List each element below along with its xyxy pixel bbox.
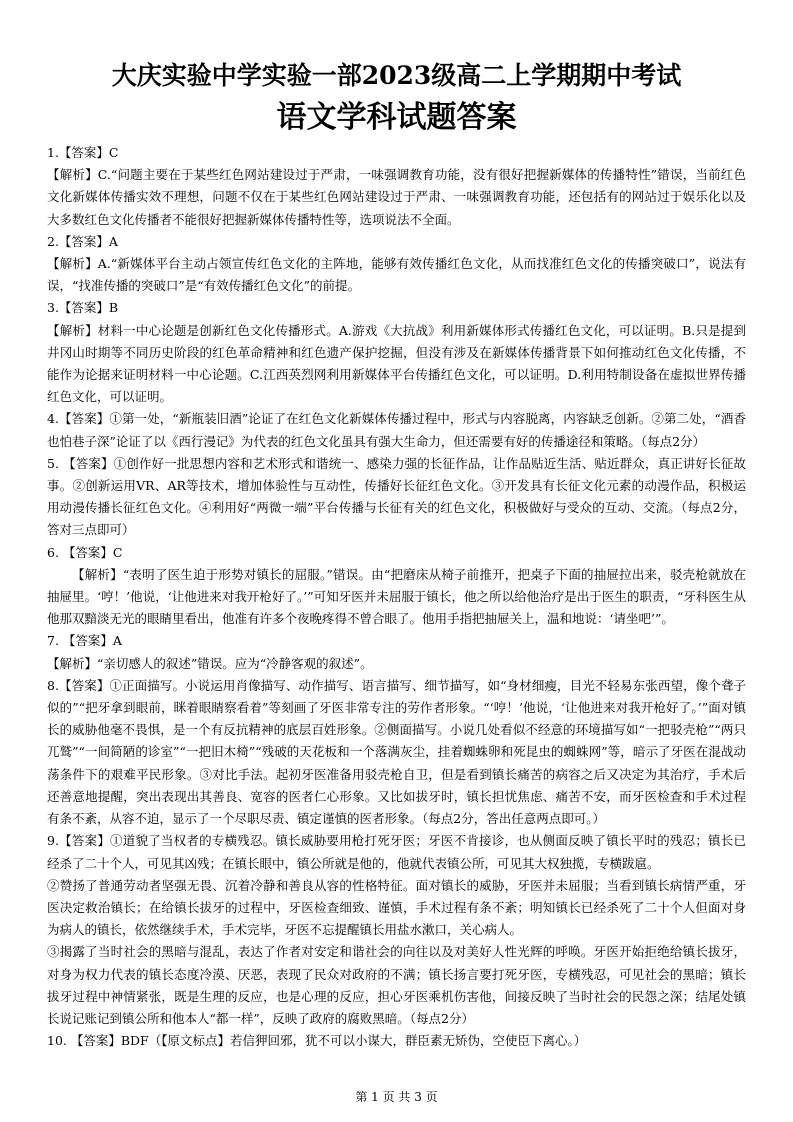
paragraph: 【解析】材料一中心论题是创新红色文化传播形式。A.游戏《大抗战》利用新媒体形式传播红色文化，可以证明。B.只是提到井冈山时期等不同历史阶段的红色革命精神和红色遗产保护挖掘，但没有涉及在新媒体传播背景下如何推动红色文化传播，不能作为论据来证明材料一中心论题。C.江西英烈网利用新媒体平台传播红色文化，可以证明。D.利用特制设备在虚拟世界传播红色文化，可以证明。	[47, 322, 746, 405]
paragraph: 【解析】A.“新媒体平台主动占领宣传红色文化的主阵地，能够有效传播红色文化，从而找准红色文化的传播突破口”，说法有误，“找准传播的突破口”是“有效传播红色文化”的前提。	[47, 256, 746, 294]
paragraph: 【解析】“表明了医生迫于形势对镇长的屈服。”错误。由“把磨床从椅子前推开，把桌子下面的抽屉拉出来，驳壳枪就放在抽屉里。‘哼！’他说，‘让他进来对我开枪好了。’”可知牙医并未屈服于镇长，他之所以给他治疗是出于医生的职责，“牙科医生从他那双黯淡无光的眼睛里看出，他准有许多个夜晚疼得不曾合眼了。他用手指把抽屉关上，温和地说：‘请坐吧’”。	[47, 566, 746, 627]
page-number: 第 1 页 共 3 页	[355, 1090, 438, 1104]
paragraph: 9.【答案】①道貌了当权者的专横残忍。镇长威胁要用枪打死牙医；牙医不肯接诊，也从侧面反映了镇长平时的残忍；镇长已经杀了二十个人，可见其凶残；在镇长眼中，镇公所就是他的，他就代表镇公所，可见其大权独揽，专横跋扈。	[47, 833, 746, 871]
paragraph: ③揭露了当时社会的黑暗与混乱，表达了作者对安定和谐社会的向往以及对美好人性光辉的呼唤。牙医开始拒绝给镇长拔牙，对身为权力代表的镇长态度冷漠、厌恶，表现了民众对政府的不满；镇长扬言要打死牙医，专横残忍，可见社会的黑暗；镇长拔牙过程中神情紧张，既是生理的反应，也是心理的反应，担心牙医乘机伤害他，间接反映了当时社会的民怨之深；结尾处镇长说记账记到镇公所和他本人“都一样”，反映了政府的腐败黑暗。（每点2分）	[47, 944, 746, 1026]
paragraph: 6. 【答案】C	[47, 544, 123, 560]
paragraph: 5. 【答案】①创作好一批思想内容和艺术形式和谐统一、感染力强的长征作品，让作品贴近生活、贴近群众，真正讲好长征故事。②创新运用VR、AR等技术，增加体验性与互动性，传播好长征红色文化。③开发具有长征文化元素的动漫作品，积极运用动漫传播长征红色文化。④利用好“两微一端”平台传播与长征有关的红色文化，积极做好与受众的互动、交流。（每点2分，答对三点即可）	[47, 455, 746, 538]
answer-body	[47, 142, 746, 1052]
paragraph: 【解析】C.“问题主要在于某些红色网站建设过于严肃，一味强调教育功能，没有很好把握新媒体的传播特性”错误，当前红色文化新媒体传播实效不理想，问题不仅在于某些红色网站建设过于严肃、一味强调教育功能，还包括有的网站过于娱乐化以及大多数红色文化传播者不能很好把握新媒体传播特性等，选项说法不全面。	[47, 167, 746, 227]
exam-title: 大庆实验中学实验一部2023级高二上学期期中考试	[111, 61, 682, 90]
paragraph: ②赞扬了普通劳动者坚强无畏、沉着冷静和善良从容的性格特征。面对镇长的威胁，牙医并未屈服；当看到镇长病情严重，牙医决定救治镇长；在给镇长拔牙的过程中，牙医检查细致、谨慎，手术过程有条不紊；明知镇长已经杀死了二十个人但面对身为病人的镇长，依然继续手术，手术完毕，牙医不忘提醒镇长用盐水漱口，关心病人。	[47, 877, 746, 938]
paragraph: 1.【答案】C	[47, 145, 119, 160]
paragraph: 10. 【答案】BDF（【原文标点】若信狎回邪，犹不可以小谋大，群臣素无矫伪，空使臣下离心。）	[47, 1033, 587, 1049]
paragraph: 8.【答案】①正面描写。小说运用肖像描写、动作描写、语言描写、细节描写，如“身材细瘦，目光不轻易东张西望，像个聋子似的”“把牙拿到眼前，眯着眼睛察看着”等刻画了牙医非常专注的劳作者形象。“‘哼！’他说，‘让他进来对我开枪好了。’”面对镇长的威胁他毫不畏惧，是一个有反抗精神的底层百姓形象。②侧面描写。小说几处看似不经意的环境描写如“一把驳壳枪”“两只兀鹫”“一间简陋的诊室”“一把旧木椅”“残破的天花板和一个落满灰尘，挂着蜘蛛卵和死昆虫的蜘蛛网”等，暗示了牙医在混战动荡条件下的艰难平民形象。③对比手法。起初牙医准备用驳壳枪自卫，但是看到镇长痛苦的病容之后又决定为其治疗，手术后还善意地提醒，突出表现出其善良、宽容的医者仁心形象。又比如拔牙时，镇长担忧焦虑、痛苦不安，而牙医检查和手术过程有条不紊，从容不迫，显示了一个尽职尽责、镇定谨慎的医者形象。（每点2分，答出任意两点即可。）	[47, 677, 746, 827]
paragraph: 4.【答案】①第一处，“新瓶装旧酒”论证了在红色文化新媒体传播过程中，形式与内容脱离，内容缺乏创新。②第二处，“酒香也怕巷子深”论证了以《西行漫记》为代表的红色文化虽具有强大生命力，但还需要有好的传播途径和策略。（每点2分）	[47, 411, 746, 449]
paragraph: 3.【答案】B	[47, 300, 119, 316]
paragraph: 7. 【答案】A	[47, 633, 122, 649]
paragraph: 【解析】“亲切感人的叙述”错误。应为“冷静客观的叙述”。	[47, 655, 373, 671]
paragraph: 2.【答案】A	[47, 233, 118, 249]
answer-title: 语文学科试题答案	[276, 100, 517, 135]
